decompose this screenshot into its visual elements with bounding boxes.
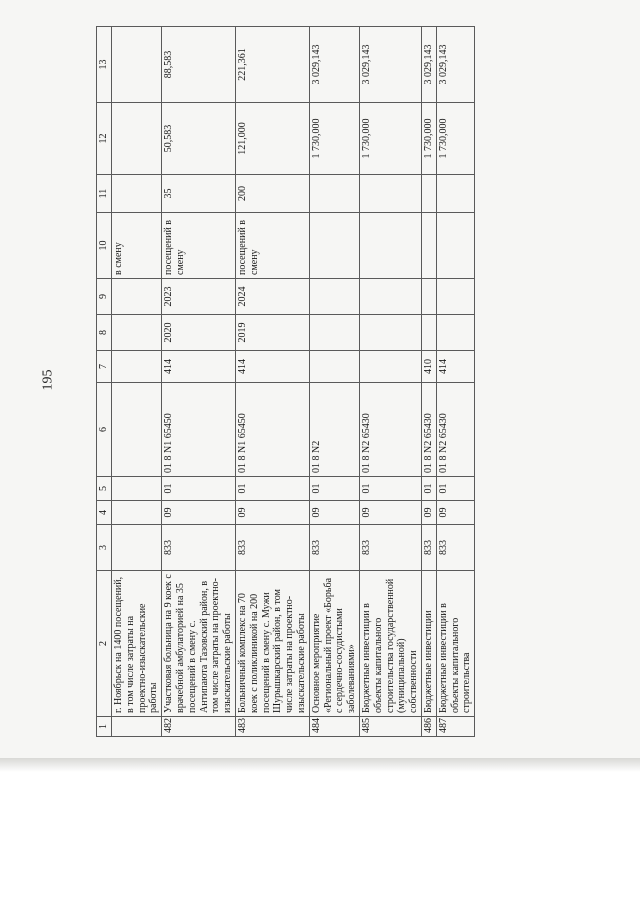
col-header: 2 (97, 571, 112, 717)
col-header: 12 (97, 103, 112, 175)
amount-col-13 (112, 27, 162, 103)
amount-col-12: 1 730,000 (436, 103, 474, 175)
row-number: 486 (421, 717, 436, 737)
subsection-code: 01 (162, 477, 236, 501)
target-article: 01 8 N1 65450 (235, 383, 309, 477)
capacity-value (309, 175, 359, 213)
item-name: Бюджетные инвестиции в объекты капитального строительства (436, 571, 474, 717)
amount-col-12: 121,000 (235, 103, 309, 175)
end-year: 2024 (235, 279, 309, 315)
amount-col-13: 3 029,143 (359, 27, 421, 103)
end-year (421, 279, 436, 315)
section-code (112, 501, 162, 525)
expense-type (359, 351, 421, 383)
ministry-code: 833 (235, 525, 309, 571)
end-year (359, 279, 421, 315)
target-article: 01 8 N2 65430 (359, 383, 421, 477)
table-row (436, 27, 474, 737)
col-header: 11 (97, 175, 112, 213)
start-year (309, 315, 359, 351)
expense-type: 414 (162, 351, 236, 383)
table-row (162, 27, 236, 737)
amount-col-12 (112, 103, 162, 175)
capacity-unit: посещений в смену (235, 213, 309, 279)
ministry-code: 833 (359, 525, 421, 571)
capacity-unit (359, 213, 421, 279)
item-name: Участковая больница на 9 коек с врачебной амбулаторией на 35 посещений в смену с. Антипаюта Тазовский район, в том числе затраты на проектно-изыскательские работы (162, 571, 236, 717)
subsection-code: 01 (235, 477, 309, 501)
item-name: г. Ноябрьск на 1400 посещений, в том числе затраты на проектно-изыскательские работы (112, 571, 162, 717)
ministry-code: 833 (421, 525, 436, 571)
capacity-value (112, 175, 162, 213)
start-year (359, 315, 421, 351)
table-row (309, 27, 359, 737)
table-row (112, 27, 162, 737)
section-code: 09 (162, 501, 236, 525)
expense-type: 410 (421, 351, 436, 383)
amount-col-13: 3 029,143 (436, 27, 474, 103)
ministry-code: 833 (162, 525, 236, 571)
start-year (436, 315, 474, 351)
col-header: 3 (97, 525, 112, 571)
target-article: 01 8 N2 65430 (421, 383, 436, 477)
expense-type: 414 (436, 351, 474, 383)
capacity-unit (421, 213, 436, 279)
expense-type (309, 351, 359, 383)
subsection-code: 01 (436, 477, 474, 501)
expense-type (112, 351, 162, 383)
capacity-unit: посещений в смену (162, 213, 236, 279)
capacity-unit (309, 213, 359, 279)
item-name: Больничный комплекс на 70 коек с поликлиникой на 200 посещений в смену с. Мужи Шурышкарский район, в том числе затраты на проектно-изыскательские работы (235, 571, 309, 717)
ministry-code: 833 (309, 525, 359, 571)
col-header: 7 (97, 351, 112, 383)
table-row (421, 27, 436, 737)
end-year: 2023 (162, 279, 236, 315)
end-year (309, 279, 359, 315)
amount-col-13: 3 029,143 (421, 27, 436, 103)
target-article: 01 8 N1 65450 (162, 383, 236, 477)
table-row (359, 27, 421, 737)
page-edge-shadow (0, 758, 640, 772)
section-code: 09 (235, 501, 309, 525)
ministry-code: 833 (436, 525, 474, 571)
capacity-unit: в смену (112, 213, 162, 279)
capacity-value (436, 175, 474, 213)
start-year: 2019 (235, 315, 309, 351)
subsection-code: 01 (421, 477, 436, 501)
section-code: 09 (421, 501, 436, 525)
subsection-code (112, 477, 162, 501)
ministry-code (112, 525, 162, 571)
capacity-value: 200 (235, 175, 309, 213)
row-number: 483 (235, 717, 309, 737)
end-year (436, 279, 474, 315)
amount-col-13: 88,583 (162, 27, 236, 103)
subsection-code: 01 (359, 477, 421, 501)
col-header: 6 (97, 383, 112, 477)
row-number: 482 (162, 717, 236, 737)
row-number: 484 (309, 717, 359, 737)
row-number: 487 (436, 717, 474, 737)
col-header: 8 (97, 315, 112, 351)
section-code: 09 (309, 501, 359, 525)
amount-col-13: 3 029,143 (309, 27, 359, 103)
amount-col-12: 1 730,000 (421, 103, 436, 175)
target-article: 01 8 N2 65430 (436, 383, 474, 477)
col-header: 13 (97, 27, 112, 103)
item-name: Бюджетные инвестиции в объекты капитального строительства государственной (муниципальной) собственности (359, 571, 421, 717)
start-year (112, 315, 162, 351)
item-name: Бюджетные инвестиции (421, 571, 436, 717)
amount-col-12: 1 730,000 (359, 103, 421, 175)
row-number: 485 (359, 717, 421, 737)
header-row (97, 27, 112, 737)
expense-type: 414 (235, 351, 309, 383)
start-year (421, 315, 436, 351)
amount-col-12: 50,583 (162, 103, 236, 175)
section-code: 09 (359, 501, 421, 525)
capacity-value: 35 (162, 175, 236, 213)
capacity-value (359, 175, 421, 213)
page-number: 195 (40, 369, 56, 391)
section-code: 09 (436, 501, 474, 525)
rotated-table-container (96, 27, 636, 737)
capacity-unit (436, 213, 474, 279)
amount-col-12: 1 730,000 (309, 103, 359, 175)
item-name: Основное мероприятие «Региональный проект «Борьба с сердечно-сосудистыми заболеваниями» (309, 571, 359, 717)
col-header: 10 (97, 213, 112, 279)
capacity-value (421, 175, 436, 213)
end-year (112, 279, 162, 315)
col-header: 1 (97, 717, 112, 737)
row-number (112, 717, 162, 737)
start-year: 2020 (162, 315, 236, 351)
col-header: 9 (97, 279, 112, 315)
subsection-code: 01 (309, 477, 359, 501)
table-row (235, 27, 309, 737)
target-article: 01 8 N2 (309, 383, 359, 477)
budget-table (96, 26, 475, 737)
amount-col-13: 221,361 (235, 27, 309, 103)
col-header: 5 (97, 477, 112, 501)
target-article (112, 383, 162, 477)
col-header: 4 (97, 501, 112, 525)
